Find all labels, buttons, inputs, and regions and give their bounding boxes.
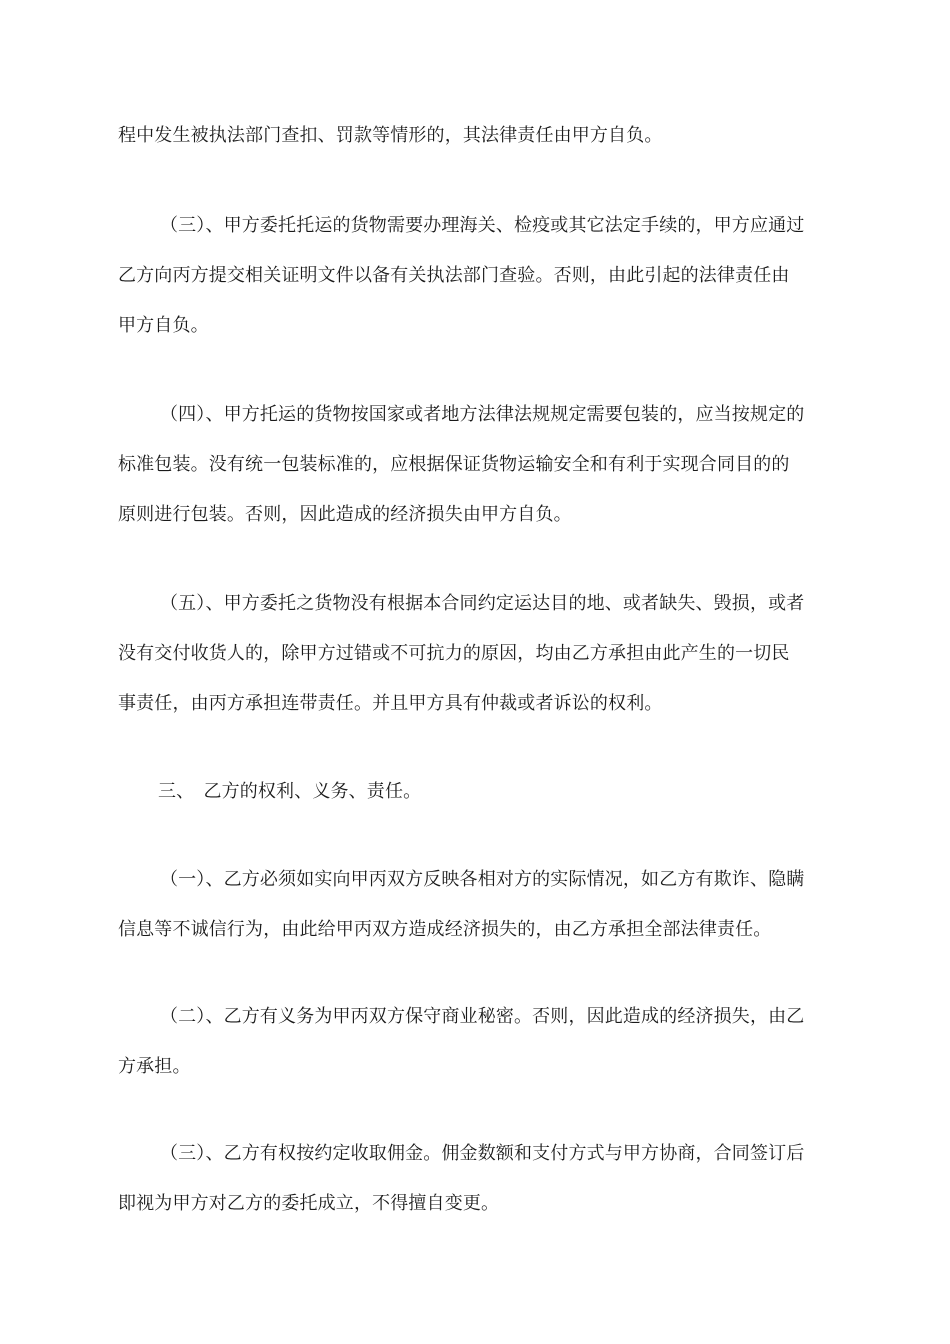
paragraph-line: （五）、甲方委托之货物没有根据本合同约定运达目的地、或者缺失、毁损，或者 xyxy=(160,593,805,614)
paragraph-line: 即视为甲方对乙方的委托成立，不得擅自变更。 xyxy=(118,1193,500,1214)
paragraph-line: 甲方自负。 xyxy=(118,315,209,336)
paragraph-line: 方承担。 xyxy=(118,1056,191,1077)
paragraph-line: 没有交付收货人的，除甲方过错或不可抗力的原因，均由乙方承担由此产生的一切民 xyxy=(118,643,790,664)
paragraph-line: 标准包装。没有统一包装标准的，应根据保证货物运输安全和有利于实现合同目的的 xyxy=(118,454,790,475)
section-heading: 三、 乙方的权利、义务、责任。 xyxy=(158,781,422,802)
paragraph-line: 事责任，由丙方承担连带责任。并且甲方具有仲裁或者诉讼的权利。 xyxy=(118,693,663,714)
paragraph-line: 原则进行包装。否则，因此造成的经济损失由甲方自负。 xyxy=(118,504,572,525)
paragraph-line: 程中发生被执法部门查扣、罚款等情形的，其法律责任由甲方自负。 xyxy=(118,125,663,146)
paragraph-line: （四）、甲方托运的货物按国家或者地方法律法规规定需要包装的，应当按规定的 xyxy=(160,404,805,425)
paragraph-line: 信息等不诚信行为，由此给甲丙双方造成经济损失的，由乙方承担全部法律责任。 xyxy=(118,919,772,940)
paragraph-line: （三）、甲方委托托运的货物需要办理海关、检疫或其它法定手续的，甲方应通过 xyxy=(160,215,805,236)
paragraph-line: （三）、乙方有权按约定收取佣金。佣金数额和支付方式与甲方协商，合同签订后 xyxy=(160,1143,805,1164)
paragraph-line: （二）、乙方有义务为甲丙双方保守商业秘密。否则，因此造成的经济损失，由乙 xyxy=(160,1006,805,1027)
paragraph-line: （一）、乙方必须如实向甲丙双方反映各相对方的实际情况，如乙方有欺诈、隐瞒 xyxy=(160,869,805,890)
paragraph-line: 乙方向丙方提交相关证明文件以备有关执法部门查验。否则，由此引起的法律责任由 xyxy=(118,265,790,286)
